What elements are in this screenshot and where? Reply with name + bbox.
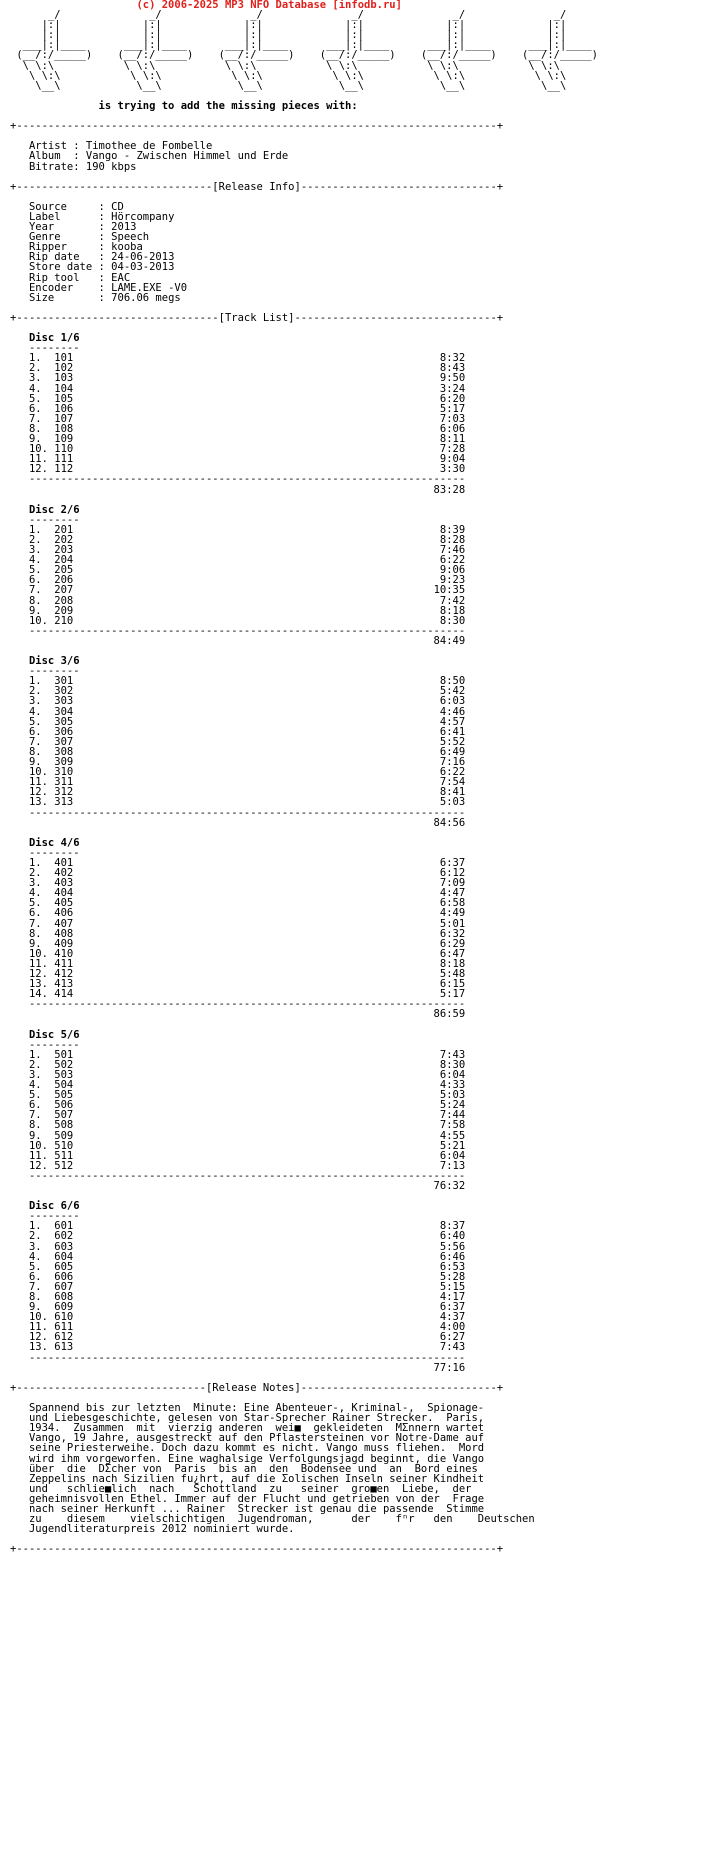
track-duration: 6:04 [439,1149,466,1162]
track-number: 4. [28,1079,55,1092]
ascii-logo-row: |:| |:| |:| |:| |:| |:| [10,19,617,32]
track-title: 301 [54,675,74,688]
track-title: 610 [54,1311,74,1324]
header-copyright: (c) 2006-2025 MP3 NFO Database [infodb.ru] [136,0,402,11]
track-title: 110 [54,443,74,456]
track-duration: 7:43 [439,1048,466,1061]
track-title: 311 [54,776,74,789]
track-duration: 6:40 [439,1230,466,1243]
info-value: kooba [111,241,143,254]
track-duration: 9:04 [439,453,466,466]
track-number: 7. [28,1280,55,1293]
bitrate-label: Bitrate [28,160,74,173]
track-duration: 8:28 [439,533,466,546]
track-number: 6. [28,907,55,920]
track-duration: 10:35 [433,584,466,597]
track-title: 204 [54,554,74,567]
track-duration: 5:01 [439,917,466,930]
track-duration: 6:53 [439,1260,466,1273]
ascii-logo-row: \ \:\ \ \:\ \ \:\ \ \:\ \ \:\ \ \:\ [10,59,617,72]
track-number: 6. [28,574,55,587]
track-duration: 8:41 [439,786,466,799]
ascii-logo-row: \__\ \__\ \__\ \__\ \__\ \__\ [10,79,617,92]
track-number: 7. [28,735,55,748]
track-duration: 8:18 [439,957,466,970]
track-title: 401 [54,856,74,869]
track-duration: 8:18 [439,604,466,617]
track-number: 7. [28,1109,55,1122]
track-number: 12. [28,463,55,476]
track-number: 10. [28,1139,55,1152]
track-title: 408 [54,927,74,940]
track-number: 4. [28,887,55,900]
track-duration: 6:22 [439,554,466,567]
track-title: 603 [54,1240,74,1253]
track-number: 2. [28,533,55,546]
track-number: 12. [28,1331,55,1344]
track-title: 511 [54,1149,74,1162]
track-duration: 5:48 [439,968,466,980]
release-notes-line: 1934. Zusammen mit vierzig anderen wei■ gekleideten MΣnnern wartet [28,1422,485,1435]
track-duration: 9:06 [439,564,466,577]
track-duration: 8:37 [439,1220,466,1233]
track-duration: 6:58 [439,897,466,910]
release-notes-line: und schlie■lich nach Schottland zu seiner gro■en Liebe, der [28,1482,472,1495]
track-number: 4. [28,1250,55,1263]
track-title: 601 [54,1220,74,1233]
track-duration: 5:17 [439,402,466,415]
track-title: 411 [54,957,74,970]
release-notes-line: geheimnisvollen Ethel. Immer auf der Flucht und getrieben von der Frage [28,1492,485,1505]
disc-title: Disc 2/6 [28,503,80,516]
disc-title: Disc 4/6 [28,836,80,849]
info-label: Genre [28,231,99,244]
album-value: Vango - Zwischen Himmel und Erde [85,150,289,163]
track-title: 602 [54,1230,74,1243]
track-duration: 5:03 [439,1089,466,1102]
track-duration: 7:44 [439,1109,466,1122]
info-label: Rip tool [28,271,99,284]
track-duration: 5:03 [439,796,466,809]
track-duration: 6:22 [439,766,466,779]
disc-title: Disc 1/6 [28,332,80,345]
track-title: 205 [54,564,74,577]
info-label: Rip date [28,251,99,264]
track-number: 6. [28,402,55,415]
track-duration: 6:49 [439,745,466,758]
track-number: 9. [28,756,55,769]
info-value: 24-06-2013 [111,251,175,264]
track-title: 310 [54,766,74,779]
track-number: 9. [28,604,55,617]
track-number: 2. [28,362,55,375]
track-duration: 4:33 [439,1079,466,1092]
track-title: 308 [54,745,74,758]
track-duration: 6:41 [439,725,466,738]
track-title: 108 [54,422,74,435]
track-duration: 7:43 [439,1341,466,1354]
track-number: 2. [28,1058,55,1071]
track-number: 1. [28,352,55,365]
track-title: 210 [54,614,74,627]
track-number: 9. [28,1129,55,1142]
track-number: 8. [28,422,55,435]
track-number: 13. [28,796,55,809]
track-duration: 6:15 [439,978,466,991]
track-duration: 6:29 [439,937,466,950]
track-title: 307 [54,735,74,748]
track-duration: 7:03 [439,412,466,425]
track-duration: 6:03 [439,695,466,708]
info-value: Hörcompany [111,210,175,223]
track-number: 3. [28,695,55,708]
artist-value: Timothee de Fombelle [85,140,213,153]
track-duration: 4:00 [439,1321,466,1334]
track-number: 4. [28,554,55,567]
release-notes-line: und Liebesgeschichte, gelesen von Star-Sprecher Rainer Strecker. Paris, [28,1412,485,1425]
info-label: Encoder [28,281,99,294]
track-title: 503 [54,1068,74,1081]
track-title: 413 [54,978,74,991]
track-number: 3. [28,1068,55,1081]
track-title: 402 [54,867,74,880]
release-notes-line: Vango, 19 Jahre, ausgestreckt auf den Pflastersteinen vor Notre-Dame auf [28,1432,485,1445]
track-title: 104 [54,382,74,395]
ascii-logo-row: |:| |:| |:| |:| |:| |:| [10,29,617,42]
track-title: 313 [54,796,74,809]
track-title: 412 [54,968,74,980]
track-title: 102 [54,362,74,375]
track-title: 304 [54,705,74,718]
track-title: 103 [54,372,74,385]
track-duration: 9:50 [439,372,466,385]
track-duration: 8:39 [439,523,466,536]
info-label: Ripper [28,241,99,254]
track-title: 405 [54,897,74,910]
release-notes-line: Jugendliteraturpreis 2012 nominiert wurde. [28,1523,295,1536]
track-number: 13. [28,1341,55,1354]
track-duration: 4:57 [439,715,466,728]
track-number: 7. [28,412,55,425]
track-number: 1. [28,1048,55,1061]
info-value: CD [111,200,124,213]
track-title: 202 [54,533,74,546]
track-title: 306 [54,725,74,738]
track-title: 407 [54,917,74,930]
track-duration: 7:46 [439,544,466,557]
track-duration: 6:32 [439,927,466,940]
track-number: 10. [28,443,55,456]
track-number: 13. [28,978,55,991]
track-duration: 6:47 [439,947,466,960]
section-title: [Release Info] [212,180,301,193]
track-title: 107 [54,412,74,425]
track-duration: 7:54 [439,776,466,789]
track-duration: 8:30 [439,1058,466,1071]
track-duration: 6:06 [439,422,466,435]
track-number: 5. [28,897,55,910]
track-title: 607 [54,1280,74,1293]
track-number: 3. [28,1240,55,1253]
track-title: 101 [54,352,74,365]
ascii-logo-row: ___|:|____ ___|:|____ ___|:|____ ___|:|____ ___|:|____ ___|:|____ [10,39,617,52]
track-duration: 5:52 [439,735,466,748]
track-number: 6. [28,1270,55,1283]
track-number: 11. [28,1321,55,1334]
track-title: 303 [54,695,74,708]
track-number: 10. [28,766,55,779]
track-duration: 4:46 [439,705,466,718]
track-title: 410 [54,947,74,960]
disc-total: 84:49 [433,634,466,647]
track-title: 302 [54,685,74,698]
artist-label: Artist [28,140,74,153]
track-number: 5. [28,1260,55,1273]
track-duration: 7:13 [439,1159,466,1172]
info-label: Year [28,221,99,234]
track-number: 4. [28,382,55,395]
track-title: 209 [54,604,74,617]
track-duration: 6:20 [439,392,466,405]
track-duration: 7:28 [439,443,466,456]
track-number: 5. [28,392,55,405]
info-value: EAC [111,271,131,284]
track-number: 11. [28,453,55,466]
track-number: 9. [28,1301,55,1314]
track-title: 105 [54,392,74,405]
track-number: 9. [28,433,55,446]
track-number: 12. [28,1159,55,1172]
track-duration: 7:58 [439,1119,466,1132]
track-title: 501 [54,1048,74,1061]
track-title: 309 [54,756,74,769]
track-number: 9. [28,937,55,950]
track-duration: 4:17 [439,1291,466,1303]
track-number: 8. [28,594,55,607]
track-title: 507 [54,1109,74,1122]
track-number: 1. [28,856,55,869]
track-duration: 8:32 [439,352,466,365]
track-number: 12. [28,786,55,799]
release-notes-line: nach seiner Herkunft ... Rainer Strecker ist genau die passende Stimme [28,1502,485,1515]
track-title: 111 [54,453,74,466]
release-notes-line: zu diesem vielschichtigen Jugendroman, der fⁿr den Deutschen [28,1513,535,1526]
track-duration: 5:56 [439,1240,466,1253]
ascii-logo-row: _/ _/ _/ _/ _/ _/ [10,9,617,22]
track-title: 606 [54,1270,74,1283]
track-number: 14. [28,988,55,1001]
info-label: Label [28,210,99,223]
album-label: Album [28,150,74,163]
track-number: 6. [28,725,55,738]
track-duration: 4:37 [439,1311,466,1324]
track-duration: 8:43 [439,362,466,375]
track-number: 2. [28,867,55,880]
track-number: 6. [28,1099,55,1112]
track-number: 1. [28,675,55,688]
track-number: 10. [28,1311,55,1324]
tagline: is trying to add the missing pieces with: [98,99,358,112]
track-number: 8. [28,1291,55,1303]
track-title: 609 [54,1301,74,1314]
track-duration: 8:30 [439,614,466,627]
track-title: 613 [54,1341,74,1354]
track-title: 404 [54,887,74,900]
track-duration: 3:30 [439,463,466,476]
nfo-document: (c) 2006-2025 MP3 NFO Database [infodb.ru] _/ _/ _/ _/ _/ _/ |:| |:| |:| |:| |:| |:| |:| |:| |:| |:| |:| |:| ___|:|____ ___|:|____ ___|:|____ ___|:|____ ___|:|____ ___|:|____ (__/:/_____) (__/:/_____) (__/:/_____) (__/:/_____) (__/:/_____) (__/:/_____) \ \:\ \ \:\ \ \:\ \ \:\ \ \:\ \ \:\ \ \:\ \ \:\ \ \:\ \ \:\ \ \:\ \ \:\ \__\ \__\ \__\ \__\ \__\ \__\ is trying to add the missing pieces with: +----------------------------------------------------------------------------+ Artist : Timothee de Fombelle Album : Vango - Zwischen Himmel und Erde Bitrate: 190 kbps +-------------------------------[Release Info]-------------------------------+ Source : CD Label : Hörcompany Year : 2013 Genre : Speech Ripper : kooba Rip date : 24-06-2013 Store date : 04-03-2013 Rip tool : EAC Encoder : LAME.EXE -V0 Size : 706.06 megs +--------------------------------[Track List]--------------------------------+ Disc 1/6 -------- 1. 101 8:32 2. 102 8:43 3. 103 9:50 4. 104 3:24 5. 105 6:20 6. 106 5:17 7. 107 7:03 8. 108 6:06 9. 109 8:11 10. 110 7:28 11. 111 9:04 12. 112 3:30 --------------------------------------------------------------------- 83:28 Disc 2/6 -------- 1. 201 8:39 2. 202 8:28 3. 203 7:46 4. 204 6:22 5. 205 9:06 6. 206 9:23 7. 207 10:35 8. 208 7:42 9. 209 8:18 10. 210 8:30 --------------------------------------------------------------------- 84:49 Disc 3/6 -------- 1. 301 8:50 2. 302 5:42 3. 303 6:03 4. 304 4:46 5. 305 4:57 6. 306 6:41 7. 307 5:52 8. 308 6:49 9. 309 7:16 10. 310 6:22 11. 311 7:54 12. 312 8:41 13. 313 5:03 --------------------------------------------------------------------- 84:56 Disc 4/6 -------- 1. 401 6:37 2. 402 6:12 3. 403 7:09 4. 404 4:47 5. 405 6:58 6. 406 4:49 7. 407 5:01 8. 408 6:32 9. 409 6:29 10. 410 6:47 11. 411 8:18 12. 412 5:48 13. 413 6:15 14. 414 5:17 --------------------------------------------------------------------- 86:59 Disc 5/6 -------- 1. 501 7:43 2. 502 8:30 3. 503 6:04 4. 504 4:33 5. 505 5:03 6. 506 5:24 7. 507 7:44 8. 508 7:58 9. 509 4:55 10. 510 5:21 11. 511 6:04 12. 512 7:13 --------------------------------------------------------------------- 76:32 Disc 6/6 -------- 1. 601 8:37 2. 602 6:40 3. 603 5:56 4. 604 6:46 5. 605 6:53 6. 606 5:28 7. 607 5:15 8. 608 4:17 9. 609 6:37 10. 610 4:37 11. 611 4:00 12. 612 6:27 13. 613 7:43 --------------------------------------------------------------------- 77:16 +------------------------------[Release Notes]-------------------------------+ Spannend bis zur letzten Minute: Eine Abenteuer-, Kriminal-, Spionage- und Liebesgeschichte, gelesen von Star-Sprecher Rainer Strecker. Paris, 1934. Zusammen mit vierzig anderen wei■ gekleideten MΣnnern wartet Vango, 19 Jahre, ausgestreckt auf den Pflastersteinen vor Notre-Dame auf seine Priesterweihe. Doch dazu kommt es nicht. Vango muss fliehen. Mord wird ihm vorgeworfen. Eine waghalsige Verfolgungsjagd beginnt, die Vango über die DΣcher von Paris bis an den Bodensee und an Bord eines Zeppelins nach Sizilien fu¿hrt, auf die Σolischen Inseln seiner Kindheit und schlie■lich nach Schottland zu seiner gro■en Liebe, der geheimnisvollen Ethel. Immer auf der Flucht und getrieben von der Frage nach seiner Herkunft ... Rainer Strecker ist genau die passende Stimme zu diesem vielschichtigen Jugendroman, der fⁿr den Deutschen Jugendliteraturpreis 2012 nominiert wurde. +----------------------------------------------------------------------------+ [10,0,617,1556]
track-title: 509 [54,1129,74,1142]
track-title: 611 [54,1321,74,1334]
info-value: Speech [111,231,150,244]
track-title: 312 [54,786,74,799]
track-number: 4. [28,705,55,718]
track-duration: 4:47 [439,887,466,900]
release-notes-line: Spannend bis zur letzten Minute: Eine Abenteuer-, Kriminal-, Spionage- [28,1402,485,1415]
info-value: 2013 [111,221,137,234]
track-title: 208 [54,594,74,607]
disc-total: 84:56 [433,816,466,829]
track-number: 2. [28,1230,55,1243]
disc-total: 83:28 [433,483,466,496]
track-title: 403 [54,877,74,890]
track-number: 11. [28,957,55,970]
track-number: 7. [28,917,55,930]
track-title: 409 [54,937,74,950]
track-duration: 6:37 [439,856,466,869]
track-title: 512 [54,1159,74,1172]
track-number: 8. [28,745,55,758]
track-number: 8. [28,1119,55,1132]
release-notes-line: über die DΣcher von Paris bis an den Bodensee und an Bord eines [28,1462,478,1475]
track-number: 5. [28,1089,55,1102]
info-label: Size [28,291,99,304]
track-number: 5. [28,564,55,577]
disc-title: Disc 6/6 [28,1200,80,1213]
track-duration: 4:55 [439,1129,466,1142]
track-duration: 9:23 [439,574,466,587]
track-duration: 5:17 [439,988,466,1001]
track-title: 604 [54,1250,74,1263]
track-title: 207 [54,584,74,597]
track-duration: 8:11 [439,433,466,446]
track-title: 504 [54,1079,74,1092]
track-duration: 7:16 [439,756,466,769]
track-title: 109 [54,433,74,446]
track-duration: 6:04 [439,1068,466,1081]
track-duration: 5:42 [439,685,466,698]
track-duration: 7:42 [439,594,466,607]
track-duration: 6:12 [439,867,466,880]
disc-total: 76:32 [433,1179,466,1192]
track-number: 5. [28,715,55,728]
track-title: 608 [54,1291,74,1303]
track-number: 10. [28,947,55,960]
disc-total: 86:59 [433,1008,466,1021]
track-number: 3. [28,372,55,385]
track-number: 2. [28,685,55,698]
track-duration: 5:15 [439,1280,466,1293]
track-title: 605 [54,1260,74,1273]
info-value: 706.06 megs [111,291,181,304]
track-duration: 3:24 [439,382,466,395]
disc-title: Disc 3/6 [28,655,80,668]
info-value: 04-03-2013 [111,261,175,274]
track-number: 10. [28,614,55,627]
ascii-logo-row: (__/:/_____) (__/:/_____) (__/:/_____) (__/:/_____) (__/:/_____) (__/:/_____) [10,49,617,62]
track-duration: 6:46 [439,1250,466,1263]
track-number: 3. [28,877,55,890]
track-number: 1. [28,1220,55,1233]
track-title: 414 [54,988,74,1001]
track-number: 8. [28,927,55,940]
track-title: 206 [54,574,74,587]
track-title: 406 [54,907,74,920]
section-title: [Release Notes] [205,1381,301,1394]
info-label: Store date [28,261,99,274]
track-duration: 5:28 [439,1270,466,1283]
track-number: 12. [28,968,55,980]
track-title: 502 [54,1058,74,1071]
track-duration: 4:49 [439,907,466,920]
track-title: 510 [54,1139,74,1152]
track-title: 112 [54,463,74,476]
bitrate-value: 190 kbps [85,160,137,173]
info-label: Source [28,200,99,213]
track-title: 505 [54,1089,74,1102]
info-value: LAME.EXE -V0 [111,281,188,294]
track-number: 7. [28,584,55,597]
track-title: 106 [54,402,74,415]
track-title: 305 [54,715,74,728]
track-number: 11. [28,1149,55,1162]
track-title: 203 [54,544,74,557]
release-notes-line: wird ihm vorgeworfen. Eine waghalsige Verfolgungsjagd beginnt, die Vango [28,1452,485,1465]
track-title: 508 [54,1119,74,1132]
disc-total: 77:16 [433,1361,466,1374]
release-notes-line: seine Priesterweihe. Doch dazu kommt es nicht. Vango muss fliehen. Mord [28,1442,485,1455]
track-title: 201 [54,523,74,536]
track-number: 1. [28,523,55,536]
track-duration: 5:24 [439,1099,466,1112]
track-title: 612 [54,1331,74,1344]
track-duration: 6:37 [439,1301,466,1314]
section-title: [Track List] [218,311,295,324]
track-duration: 5:21 [439,1139,466,1152]
release-notes-line: Zeppelins nach Sizilien fu¿hrt, auf die Σolischen Inseln seiner Kindheit [28,1472,485,1485]
track-duration: 6:27 [439,1331,466,1344]
ascii-logo-row: \ \:\ \ \:\ \ \:\ \ \:\ \ \:\ \ \:\ [10,69,617,82]
track-duration: 8:50 [439,675,466,688]
track-number: 3. [28,544,55,557]
track-title: 506 [54,1099,74,1112]
track-duration: 7:09 [439,877,466,890]
disc-title: Disc 5/6 [28,1028,80,1041]
track-number: 11. [28,776,55,789]
